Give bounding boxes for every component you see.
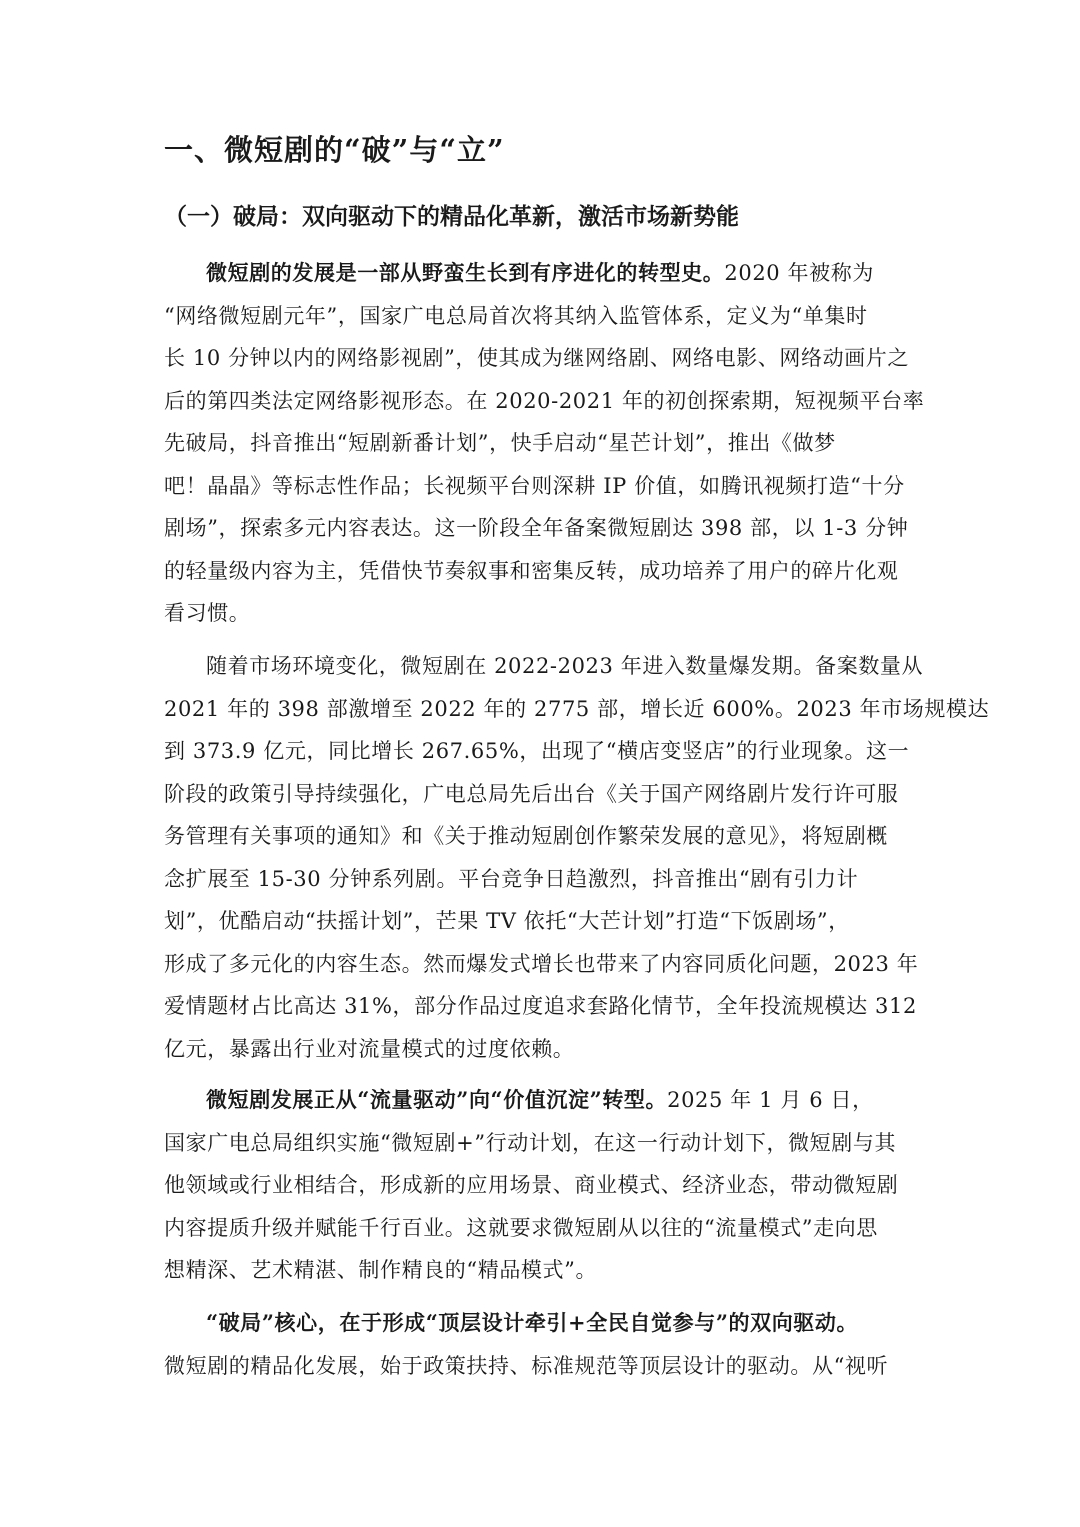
paragraph-line: 务管理有关事项的通知》和《关于推动短剧创作繁荣发展的意见》，将短剧概: [164, 824, 888, 848]
paragraph-line: [164, 1302, 916, 1345]
paragraph-line: 吧！晶晶》等标志性作品；长视频平台则深耕 IP 价值，如腾讯视频打造“十分: [164, 473, 905, 498]
paragraph-line: 2021 年的 398 部激增至 2022 年的 2775 部，增长近 600%。2023 年市场规模达: [164, 696, 990, 721]
paragraph-line: 剧场”，探索多元内容表达。这一阶段全年备案微短剧达 398 部，以 1-3 分钟: [164, 516, 909, 540]
paragraph-line: 念扩展至 15-30 分钟系列剧。平台竞争日趋激烈，抖音推出“剧有引力计: [164, 866, 859, 891]
paragraph-line: 想精深、艺术精湛、制作精良的“精品模式”。: [164, 1258, 598, 1282]
paragraph-line: 看习惯。: [164, 601, 251, 625]
paragraph-lead: 微短剧的发展是一部从野蛮生长到有序进化的转型史。: [206, 260, 725, 285]
paragraph-line: 微短剧的发展是一部从野蛮生长到有序进化的转型史。2020 年被称为: [206, 260, 874, 285]
paragraph-4: [164, 1302, 916, 1387]
paragraph-line: 的轻量级内容为主，凭借快节奏叙事和密集反转，成功培养了用户的碎片化观: [164, 558, 899, 583]
paragraph-line: 先破局，抖音推出“短剧新番计划”，快手启动“星芒计划”，推出《做梦: [164, 431, 836, 455]
paragraph-line: 后的第四类法定网络影视形态。在 2020-2021 年的初创探索期，短视频平台率: [164, 388, 925, 413]
paragraph-line: 形成了多元化的内容生态。然而爆发式增长也带来了内容同质化问题，2023 年: [164, 951, 919, 976]
paragraph-line: 国家广电总局组织实施“微短剧+”行动计划，在这一行动计划下，微短剧与其: [164, 1130, 897, 1155]
paragraph-line: “网络微短剧元年”，国家广电总局首次将其纳入监管体系，定义为“单集时: [164, 303, 868, 328]
paragraph-line: 微短剧的精品化发展，始于政策扶持、标准规范等顶层设计的驱动。从“视听: [164, 1353, 889, 1378]
subsection-heading: （一）破局：双向驱动下的精品化革新，激活市场新势能: [164, 203, 739, 230]
paragraph-3: [164, 1079, 916, 1292]
paragraph-line: 随着市场环境变化，微短剧在 2022-2023 年进入数量爆发期。备案数量从: [206, 654, 924, 678]
paragraph-line: 到 373.9 亿元，同比增长 267.65%，出现了“横店变竖店”的行业现象。这一: [164, 739, 910, 763]
paragraph-line: 阶段的政策引导持续强化，广电总局先后出台《关于国产网络剧片发行许可服: [164, 781, 899, 806]
paragraph-1: [164, 252, 925, 635]
paragraph-line: 长 10 分钟以内的网络影视剧”，使其成为继网络剧、网络电影、网络动画片之: [164, 346, 910, 370]
paragraph-2: [164, 645, 990, 1070]
paragraph-lead: 微短剧发展正从“流量驱动”向“价值沉淀”转型。: [206, 1087, 668, 1112]
paragraph-line: 他领域或行业相结合，形成新的应用场景、商业模式、经济业态，带动微短剧: [164, 1173, 899, 1197]
paragraph-line: 爱情题材占比高达 31%，部分作品过度追求套路化情节，全年投流规模达 312: [164, 994, 917, 1018]
paragraph-line: 划”，优酷启动“扶摇计划”，芒果 TV 依托“大芒计划”打造“下饭剧场”，: [164, 909, 850, 933]
section-heading: 一、微短剧的“破”与“立”: [164, 133, 505, 167]
paragraph-lead: “破局”核心，在于形成“顶层设计牵引+全民自觉参与”的双向驱动。: [206, 1310, 859, 1335]
paragraph-line: 亿元，暴露出行业对流量模式的过度依赖。: [164, 1036, 575, 1061]
paragraph-line: 微短剧发展正从“流量驱动”向“价值沉淀”转型。2025 年 1 月 6 日，: [206, 1087, 874, 1112]
paragraph-line: 内容提质升级并赋能千行百业。这就要求微短剧从以往的“流量模式”走向思: [164, 1215, 878, 1240]
